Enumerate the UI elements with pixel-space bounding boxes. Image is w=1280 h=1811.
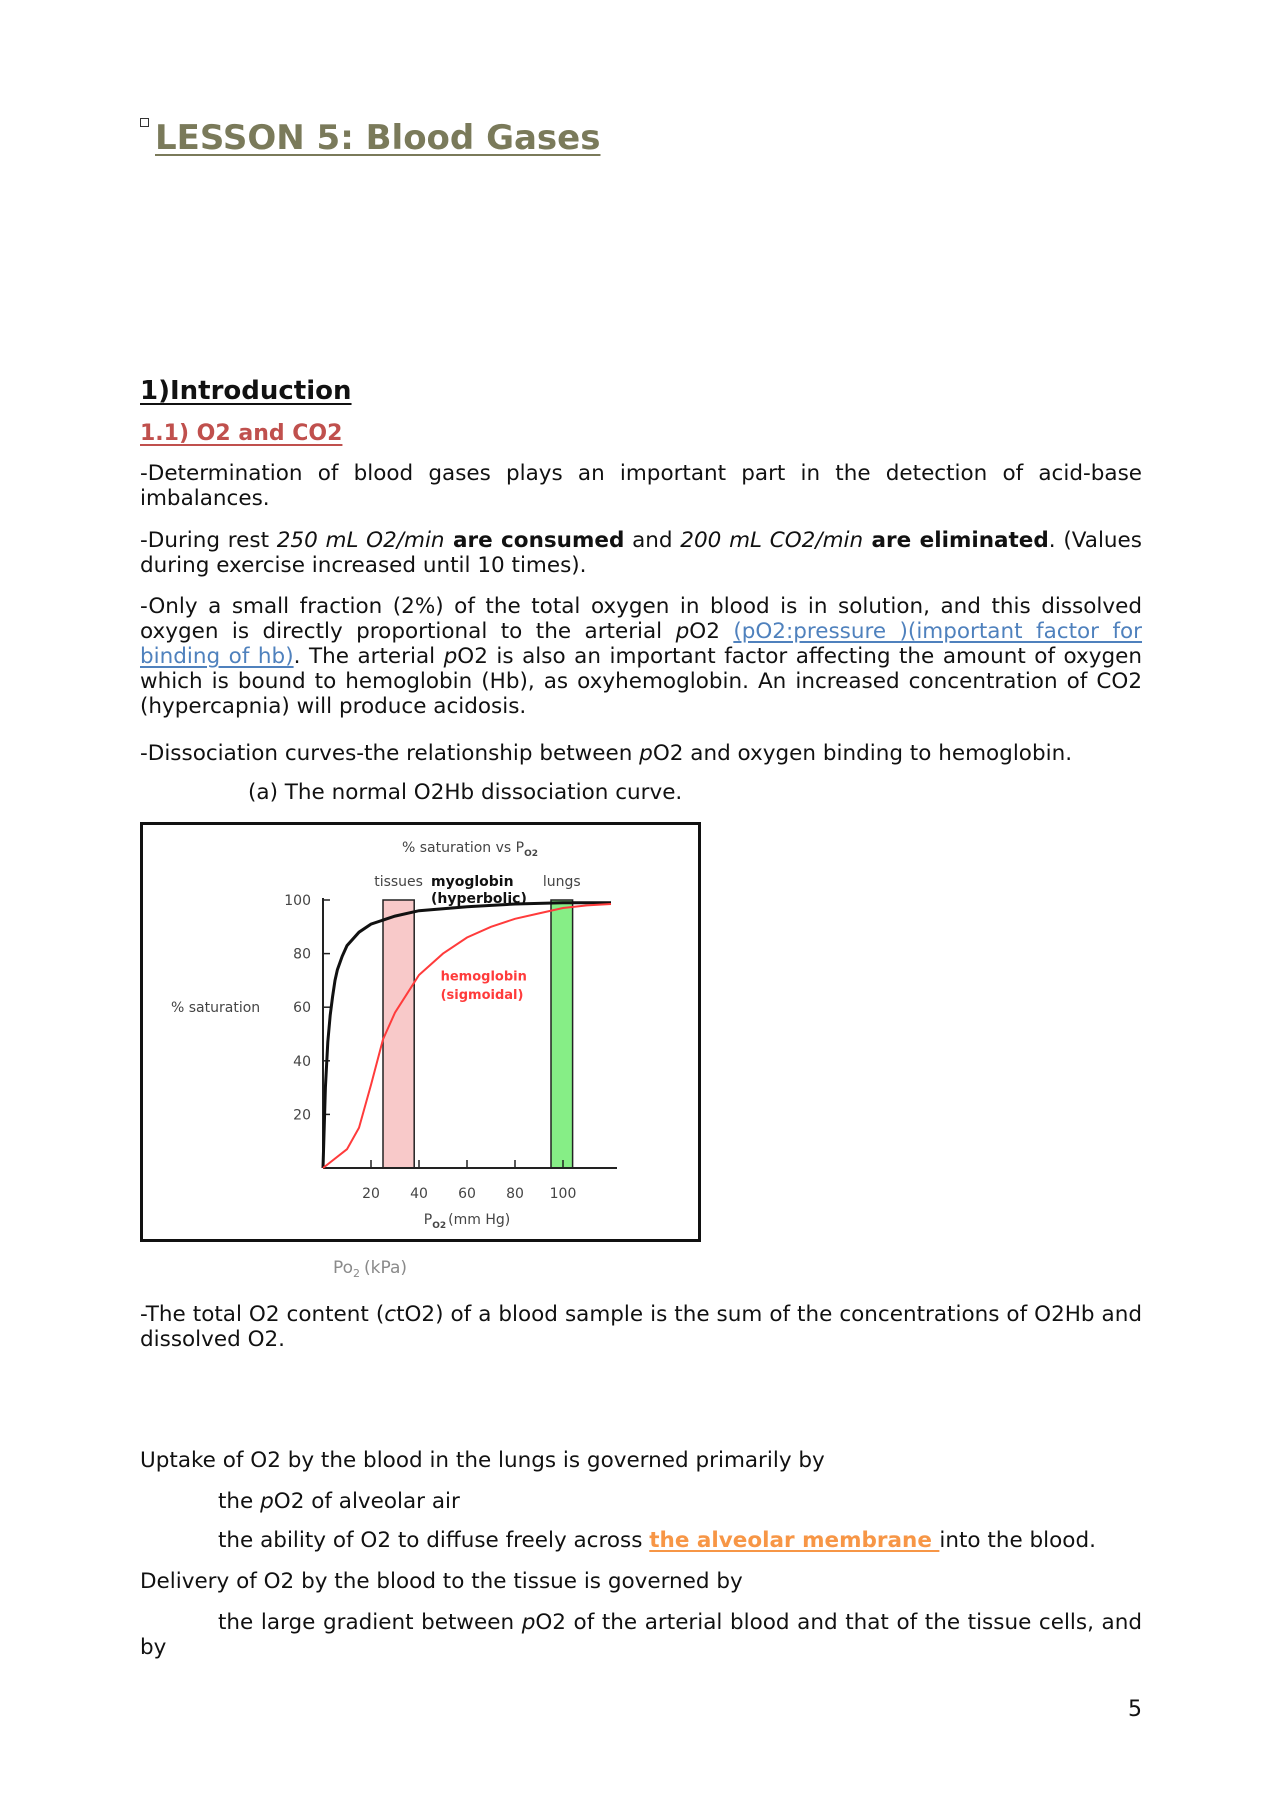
x-tick-label-100: 100	[549, 1186, 577, 1202]
y-tick-label-40: 40	[293, 1053, 311, 1070]
x-axis-label-unit: (mm Hg)	[448, 1212, 511, 1228]
po2-note-link[interactable]: (pO2:pressure )(important factor for binding of hb)	[140, 619, 1143, 669]
x-tick-label-60: 60	[458, 1186, 476, 1202]
paragraph-rest: -During rest 250 mL O2/min are consumed and 200 mL CO2/min are eliminated. (Values during exercise increased until 10 times).	[140, 528, 1142, 578]
band-label-lungs: lungs	[542, 874, 581, 890]
paragraph-total-o2: -The total O2 content (ctO2) of a blood sample is the sum of the concentrations of O2Hb and dissolved O2.	[140, 1302, 1143, 1352]
paragraph-dissociation: -Dissociation curves-the relationship between pO2 and oxygen binding to hemoglobin.	[140, 741, 1073, 766]
dissociation-chart	[140, 822, 740, 1282]
page-title: LESSON 5: Blood Gases	[155, 118, 601, 158]
y-tick-label-100: 100	[284, 893, 311, 909]
band-label-tissues: tissues	[374, 874, 423, 890]
secondary-axis-label: $Po_2$ (kPa)	[333, 1258, 408, 1280]
bullet-icon	[140, 118, 149, 127]
paragraph-delivery: Delivery of O2 by the blood to the tissue is governed by	[140, 1569, 743, 1594]
x-tick-label-80: 80	[506, 1186, 524, 1202]
y-tick-label-80: 80	[293, 946, 311, 963]
y-axis-label: % saturation	[171, 1000, 261, 1017]
paragraph-determination: -Determination of blood gases plays an important part in the detection of acid-base imbalances.	[140, 461, 1142, 511]
x-tick-label-20: 20	[362, 1186, 380, 1202]
x-axis-label-subscript: O2	[432, 1221, 447, 1231]
paragraph-gradient: the large gradient between pO2 of the arterial blood and that of the tissue cells, and by	[140, 1610, 1142, 1660]
list-item-alveolar-po2: the pO2 of alveolar air	[218, 1489, 460, 1514]
y-tick-label-60: 60	[293, 1000, 311, 1017]
band-lungs	[551, 900, 573, 1168]
myoglobin-label: myoglobin	[431, 874, 514, 890]
secondary-axis-subscript: 2	[353, 1267, 361, 1280]
myoglobin-label-sub: (hyperbolic)	[431, 891, 527, 907]
paragraph-uptake: Uptake of O2 by the blood in the lungs is governed primarily by	[140, 1448, 825, 1473]
x-tick-label-40: 40	[410, 1186, 428, 1202]
figure-caption: (a) The normal O2Hb dissociation curve.	[248, 780, 683, 805]
hemoglobin-label: hemoglobin	[440, 969, 527, 985]
hemoglobin-label-sub: (sigmoidal)	[440, 988, 524, 1004]
section-heading: 1)Introduction	[140, 376, 352, 406]
subsection-heading: 1.1) O2 and CO2	[140, 421, 343, 446]
chart-title: % saturation vs $P_{O2}$	[402, 840, 538, 859]
y-tick-label-20: 20	[293, 1107, 311, 1124]
list-item-diffusion: the ability of O2 to diffuse freely across the alveolar membrane into the blood.	[218, 1528, 1096, 1553]
paragraph-dissolved-oxygen: -Only a small fraction (2%) of the total oxygen in blood is in solution, and this dissolved oxygen is directly proportional to the arterial pO2 (pO2:pressure )(important factor for binding of hb). The arterial pO2 is also an important factor affecting the amount of oxygen which is bound to hemoglobin (Hb), as oxyhemoglobin. An increased concentration of CO2 (hypercapnia) will produce acidosis.	[140, 594, 1143, 719]
x-axis-label: $P_{O2}$ (mm Hg)	[423, 1212, 511, 1231]
page-number: 5	[1128, 1697, 1142, 1722]
chart-title-subscript: O2	[524, 849, 538, 859]
secondary-axis-unit: (kPa)	[364, 1258, 408, 1278]
band-tissues	[383, 900, 414, 1168]
alveolar-membrane-link[interactable]: the alveolar membrane	[649, 1528, 940, 1553]
